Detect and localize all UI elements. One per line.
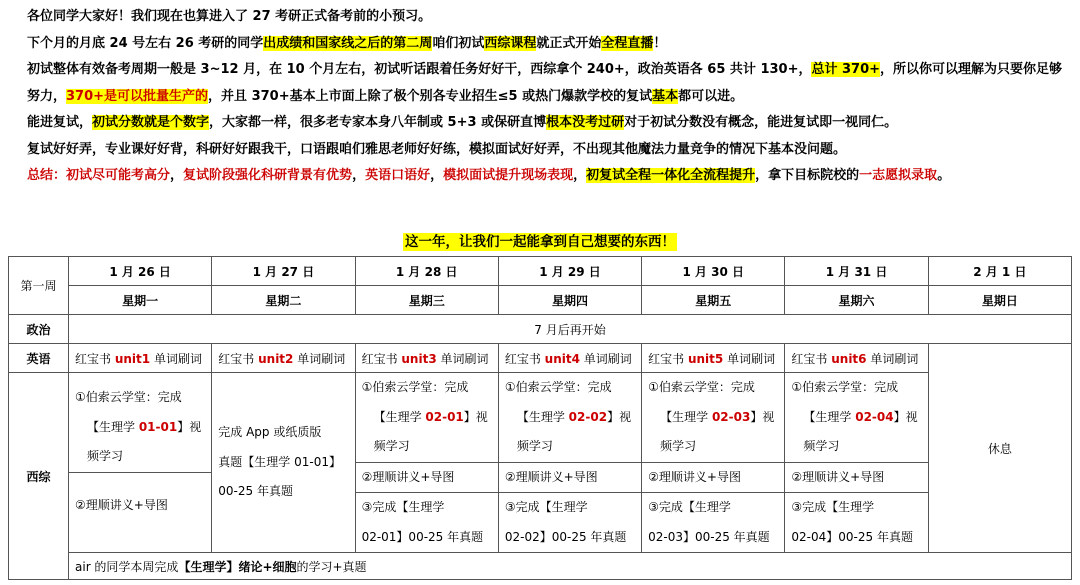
subject-label-xizong: 西综 bbox=[9, 373, 69, 580]
task-text: 】视 bbox=[463, 409, 488, 424]
weekday-cell: 星期四 bbox=[498, 286, 641, 315]
intro-text-span: 各位同学大家好！我们现在也算进入了 27 考研正式备考前的小预习。 bbox=[27, 9, 432, 24]
intro-line-1 bbox=[27, 4, 1067, 31]
highlight-span: 西综课程 bbox=[484, 35, 537, 51]
subject-label-english: 英语 bbox=[9, 344, 69, 373]
separator: ， bbox=[573, 168, 587, 183]
task-line: 00-25 年真题 bbox=[218, 484, 293, 499]
intro-text-span: 复试好好弄，专业课好好背，科研好好跟我干，口语跟咱们雅思老师好好练，模拟面试好好弄，不出现其他魔法力量竞争的情况下基本没问题。 bbox=[27, 141, 847, 157]
task-block bbox=[791, 493, 921, 552]
task-block bbox=[75, 383, 205, 472]
task-line: ②理顺讲义+导图 bbox=[75, 497, 168, 512]
task-text: 【生理学 bbox=[516, 409, 569, 424]
task-text: 】视 bbox=[177, 419, 202, 434]
task-line: ①伯索云学堂：完成 bbox=[75, 390, 182, 404]
xizong-task bbox=[642, 373, 785, 553]
separator: ， bbox=[430, 168, 444, 183]
note-bold: 【生理学】绪论+细胞 bbox=[178, 559, 297, 574]
highlight-span: 根本没考过研 bbox=[546, 115, 625, 130]
weekday-cell: 星期三 bbox=[355, 286, 498, 315]
week-label: 第一周 bbox=[9, 257, 69, 315]
task-text: 单词刷词 bbox=[579, 351, 632, 366]
date-cell: 1 月 27 日 bbox=[212, 257, 355, 286]
politics-row bbox=[9, 315, 1072, 344]
task-text: 单词刷词 bbox=[436, 351, 489, 366]
task-line: ②理顺讲义+导图 bbox=[791, 469, 885, 484]
task-text: 红宝书 bbox=[361, 351, 402, 366]
highlight-span: 总计 370+ bbox=[811, 62, 881, 77]
chapter-code: 02-03 bbox=[711, 409, 751, 424]
task-block bbox=[648, 493, 778, 552]
english-task bbox=[355, 344, 498, 373]
english-task bbox=[642, 344, 785, 373]
unit-label: unit5 bbox=[687, 351, 724, 366]
date-cell: 1 月 29 日 bbox=[498, 257, 641, 286]
intro-text-span: 咱们初试 bbox=[432, 35, 485, 51]
summary-point: 一志愿拟录取 bbox=[859, 168, 938, 183]
task-line: 02-04】00-25 年真题 bbox=[791, 529, 913, 544]
weekday-cell: 星期五 bbox=[642, 286, 785, 315]
task-line: ②理顺讲义+导图 bbox=[361, 469, 455, 484]
intro-text-span: 对于初试分数没有概念，能进复试即一视同仁。 bbox=[624, 115, 898, 130]
task-line: ①伯索云学堂：完成 bbox=[361, 380, 469, 394]
task-text: 】视 bbox=[750, 409, 775, 424]
highlight-span: 基本 bbox=[652, 88, 679, 104]
summary-point: 英语口语好 bbox=[365, 168, 431, 183]
intro-line-4 bbox=[27, 110, 1067, 137]
date-cell: 1 月 26 日 bbox=[69, 257, 212, 286]
intro-text-span: ，拿下目标院校的 bbox=[755, 168, 860, 183]
task-line bbox=[362, 403, 492, 433]
task-text: 红宝书 bbox=[504, 351, 545, 366]
task-line: 02-01】00-25 年真题 bbox=[361, 529, 484, 544]
task-line: ①伯索云学堂：完成 bbox=[791, 380, 899, 394]
task-line bbox=[75, 442, 205, 472]
unit-label: unit4 bbox=[544, 351, 580, 366]
task-text: 红宝书 bbox=[218, 351, 259, 366]
task-text: 【生理学 bbox=[373, 409, 426, 424]
task-line: ①伯索云学堂：完成 bbox=[504, 380, 612, 394]
intro-text-span: 就正式开始 bbox=[536, 35, 602, 51]
task-line bbox=[362, 432, 492, 462]
task-block bbox=[505, 493, 635, 552]
task-block bbox=[648, 463, 778, 493]
task-text: 频学习 bbox=[373, 439, 410, 453]
task-line bbox=[648, 432, 778, 462]
task-text: 单词刷词 bbox=[723, 351, 776, 366]
task-line bbox=[791, 432, 921, 462]
chapter-code: 01-01 bbox=[138, 419, 178, 434]
highlight-span: 初试分数就是个数字 bbox=[92, 115, 210, 130]
xizong-task-tue bbox=[212, 373, 355, 553]
task-text: 【生理学 bbox=[87, 419, 139, 434]
air-row bbox=[9, 553, 1072, 580]
task-block bbox=[505, 373, 635, 462]
highlight-span: 初复试全程一体化全流程提升 bbox=[586, 168, 756, 183]
task-block bbox=[791, 373, 921, 462]
highlight-span: 370+是可以批量生产的 bbox=[66, 88, 209, 104]
task-line: ③完成【生理学 bbox=[791, 500, 875, 514]
task-text: 单词刷词 bbox=[866, 351, 919, 366]
task-text: 频学习 bbox=[803, 439, 840, 453]
date-cell: 1 月 28 日 bbox=[355, 257, 498, 286]
english-task bbox=[212, 344, 355, 373]
xizong-task-mon bbox=[69, 373, 212, 553]
task-line bbox=[648, 403, 778, 433]
intro-text-span: ，所以你可以理解为只要你足够努力， bbox=[27, 62, 1063, 104]
air-note bbox=[69, 553, 1072, 580]
task-text: 【生理学 bbox=[803, 409, 856, 424]
xizong-task bbox=[498, 373, 641, 553]
chapter-code: 02-04 bbox=[855, 409, 894, 424]
weekday-cell: 星期二 bbox=[212, 286, 355, 315]
date-row bbox=[9, 257, 1072, 286]
weekday-row bbox=[9, 286, 1072, 315]
rest-cell: 休息 bbox=[928, 344, 1071, 553]
task-line bbox=[505, 403, 635, 433]
english-task bbox=[498, 344, 641, 373]
task-block bbox=[648, 373, 778, 462]
weekday-cell: 星期一 bbox=[69, 286, 212, 315]
date-cell: 2 月 1 日 bbox=[928, 257, 1071, 286]
english-task bbox=[785, 344, 928, 373]
task-text: 】视 bbox=[893, 409, 918, 424]
unit-label: unit2 bbox=[258, 351, 294, 366]
note-text: air 的同学本周完成 bbox=[75, 559, 179, 574]
task-block bbox=[75, 473, 205, 543]
separator: ， bbox=[170, 168, 184, 183]
date-cell: 1 月 31 日 bbox=[785, 257, 928, 286]
xizong-task bbox=[355, 373, 498, 553]
intro-text-span: ，大家都一样，很多老专家本身八年制或 5+3 或保研直博 bbox=[209, 115, 547, 130]
highlight-span: 全程直播 bbox=[601, 35, 654, 51]
task-line: ③完成【生理学 bbox=[361, 500, 445, 514]
task-block bbox=[218, 418, 348, 507]
intro-text bbox=[27, 4, 1067, 190]
unit-label: unit3 bbox=[401, 351, 437, 366]
intro-line-2 bbox=[27, 31, 1067, 58]
summary-point: 模拟面试提升现场表现 bbox=[443, 168, 574, 183]
note-text: 的学习+真题 bbox=[296, 559, 367, 574]
task-line bbox=[505, 432, 635, 462]
intro-text-span: 初试整体有效备考周期一般是 3~12 月，在 10 个月左右，初试听话跟着任务好好干，西综拿个 240+，政治英语各 65 共计 130+， bbox=[27, 62, 812, 77]
highlight-span: 出成绩和国家线之后的第二周 bbox=[263, 35, 433, 51]
intro-text-span: 下个月的月底 24 号左右 26 考研的同学 bbox=[27, 35, 264, 51]
intro-text-span: 。 bbox=[937, 168, 951, 183]
chapter-code: 02-01 bbox=[425, 409, 464, 424]
tagline-container bbox=[0, 230, 1080, 250]
intro-text-span: ！ bbox=[653, 35, 667, 51]
task-text: 【生理学 bbox=[660, 409, 712, 424]
summary-label: 总结： bbox=[27, 168, 67, 183]
intro-line-5 bbox=[27, 137, 1067, 164]
xizong-row bbox=[9, 373, 1072, 553]
subject-label-politics: 政治 bbox=[9, 315, 69, 344]
unit-label: unit6 bbox=[831, 351, 867, 366]
task-text: 红宝书 bbox=[75, 351, 115, 366]
task-text: 单词刷词 bbox=[150, 351, 202, 366]
task-line: 完成 App 或纸质版 bbox=[218, 425, 322, 440]
intro-text-span: ，并且 370+基本上市面上除了极个别各专业招生≤5 或热门爆款学校的复试 bbox=[208, 88, 653, 104]
intro-summary bbox=[27, 163, 1067, 190]
intro-text-span: 都可以进。 bbox=[678, 88, 744, 104]
separator: ， bbox=[352, 168, 366, 183]
intro-text-span: 能进复试， bbox=[27, 115, 93, 130]
task-block bbox=[505, 463, 635, 493]
task-line: 02-02】00-25 年真题 bbox=[504, 529, 627, 544]
task-line bbox=[791, 403, 921, 433]
intro-line-3 bbox=[27, 57, 1067, 110]
tagline: 这一年，让我们一起能拿到自己想要的东西！ bbox=[405, 234, 675, 250]
task-line bbox=[75, 413, 205, 443]
task-line: 02-03】00-25 年真题 bbox=[648, 529, 770, 544]
english-task bbox=[69, 344, 212, 373]
task-line: ①伯索云学堂：完成 bbox=[648, 380, 755, 394]
summary-point: 初试尽可能考高分 bbox=[66, 168, 171, 183]
task-text: 红宝书 bbox=[791, 351, 832, 366]
date-cell: 1 月 30 日 bbox=[642, 257, 785, 286]
task-text: 红宝书 bbox=[648, 351, 688, 366]
task-text: 频学习 bbox=[516, 439, 553, 453]
chapter-code: 02-02 bbox=[568, 409, 608, 424]
task-block bbox=[791, 463, 921, 493]
task-line: ③完成【生理学 bbox=[648, 500, 731, 514]
weekday-cell: 星期日 bbox=[928, 286, 1071, 315]
xizong-task bbox=[785, 373, 928, 553]
unit-label: unit1 bbox=[114, 351, 151, 366]
task-line: ②理顺讲义+导图 bbox=[648, 469, 741, 484]
summary-point: 复试阶段强化科研背景有优势 bbox=[183, 168, 353, 183]
task-line: ②理顺讲义+导图 bbox=[504, 469, 598, 484]
english-row bbox=[9, 344, 1072, 373]
weekday-cell: 星期六 bbox=[785, 286, 928, 315]
task-text: 单词刷词 bbox=[293, 351, 346, 366]
task-line: 真题【生理学 01-01】 bbox=[218, 454, 341, 469]
task-line: ③完成【生理学 bbox=[504, 500, 588, 514]
task-block bbox=[362, 493, 492, 552]
schedule-table bbox=[8, 256, 1072, 580]
task-text: 】视 bbox=[607, 409, 632, 424]
task-block bbox=[362, 373, 492, 462]
politics-note: 7 月后再开始 bbox=[69, 315, 1072, 344]
task-text: 频学习 bbox=[660, 439, 697, 453]
task-text: 频学习 bbox=[87, 449, 124, 463]
task-block bbox=[362, 463, 492, 493]
